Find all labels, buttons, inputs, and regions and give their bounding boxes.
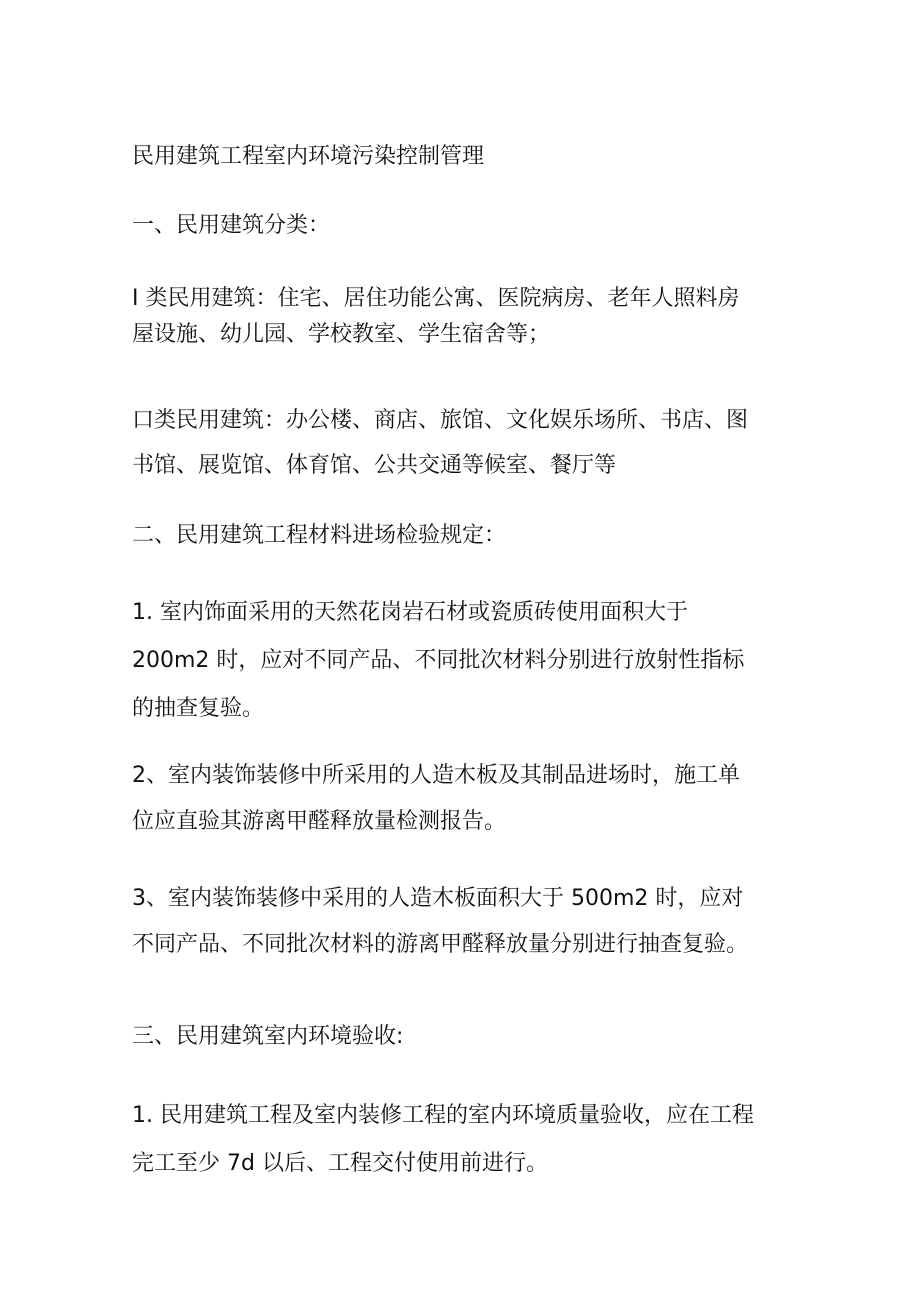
paragraph-class-2-buildings (132, 398, 792, 488)
paragraph-line: 位应直验其游离甲醛释放量检测报告。 (132, 809, 507, 834)
paragraph-line: 口类民用建筑：办公楼、商店、旅馆、文化娱乐场所、书店、图 (132, 408, 749, 433)
paragraph-line: 不同产品、不同批次材料的游离甲醛释放量分别进行抽查复验。 (132, 932, 749, 957)
paragraph-line: 1. 民用建筑工程及室内装修工程的室内环境质量验收，应在工程 (132, 1103, 754, 1128)
document-title (132, 139, 792, 175)
paragraph-line: 屋设施、幼儿园、学校教室、学生宿舍等； (132, 322, 551, 347)
paragraph-line: 3、室内装饰装修中采用的人造木板面积大于 500m2 时，应对 (132, 886, 744, 911)
paragraph-line: 200m2 时，应对不同产品、不同批次材料分别进行放射性指标 (132, 648, 745, 673)
heading-line: 一、民用建筑分类： (132, 213, 331, 238)
paragraph-item-wood-panel-retest (132, 876, 792, 968)
paragraph-item-stone-tile (132, 589, 792, 733)
paragraph-line: 1. 室内饰面采用的天然花岗岩石材或瓷质砖使用面积大于 (132, 600, 688, 625)
paragraph-line: I 类民用建筑：住宅、居住功能公寓、医院病房、老年人照料房 (132, 286, 740, 311)
section-heading-material-inspection (132, 518, 792, 554)
paragraph-item-wood-panel-report (132, 753, 792, 845)
heading-line: 二、民用建筑工程材料进场检验规定： (132, 523, 507, 548)
paragraph-class-1-buildings (132, 281, 792, 353)
paragraph-line: 的抽查复验。 (132, 696, 265, 721)
heading-line: 三、民用建筑室内环境验收: (132, 1024, 404, 1049)
section-heading-environment-acceptance (132, 1019, 792, 1055)
title-line: 民用建筑工程室内环境污染控制管理 (132, 144, 485, 169)
paragraph-item-acceptance-timing (132, 1092, 792, 1188)
paragraph-line: 书馆、展览馆、体育馆、公共交通等候室、餐厅等 (132, 453, 617, 478)
paragraph-line: 2、室内装饰装修中所采用的人造木板及其制品进场时，施工单 (132, 763, 740, 788)
paragraph-line: 完工至少 7d 以后、工程交付使用前进行。 (132, 1151, 548, 1176)
section-heading-classification (132, 208, 792, 244)
